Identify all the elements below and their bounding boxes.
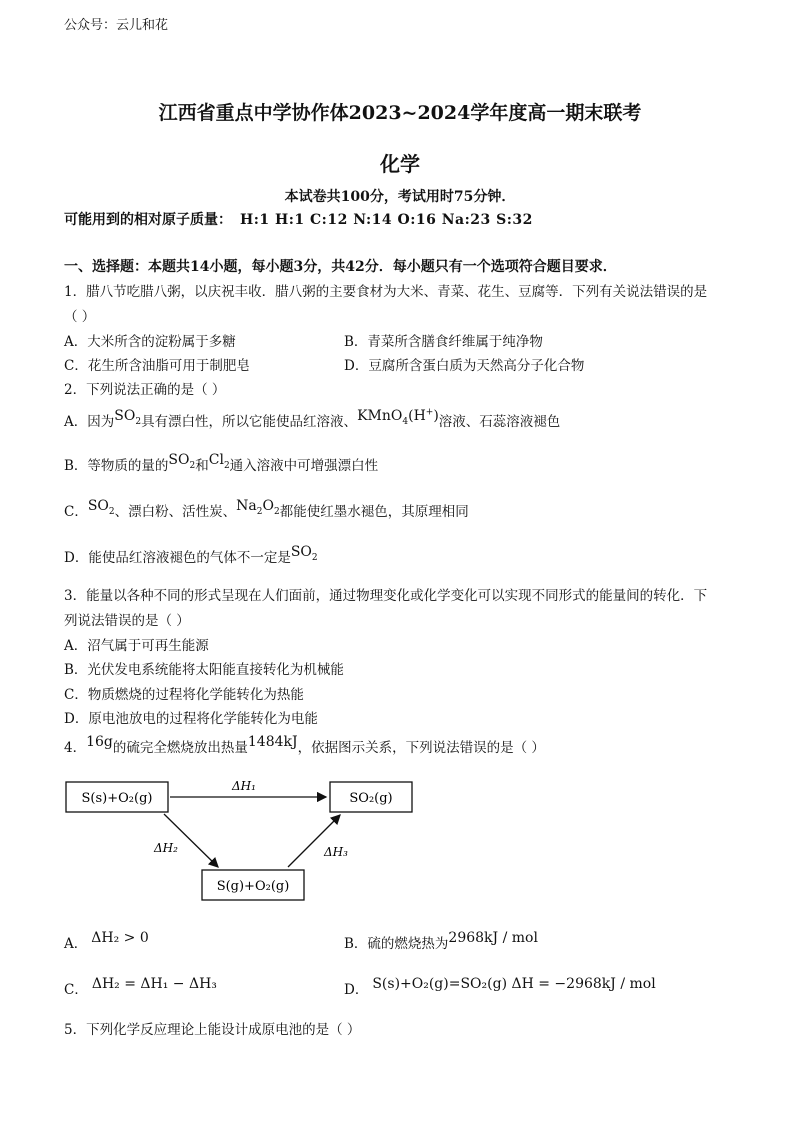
q4-stem: 4．16g的硫完全燃烧放出热量1484kJ，依据图示关系，下列说法错误的是（ ） <box>64 734 545 756</box>
atomic-label: 可能用到的相对原子质量： <box>64 212 232 228</box>
q4-option-c: C． ΔH₂ = ΔH₁ − ΔH₃ <box>64 976 217 998</box>
box-reactants-label: S(s)+O₂(g) <box>81 791 153 806</box>
q4-option-d: D． S(s)+O₂(g)=SO₂(g) ΔH = −2968kJ / mol <box>344 976 656 998</box>
q1-stem: 1．腊八节吃腊八粥，以庆祝丰收．腊八粥的主要食材为大米、青菜、花生、豆腐等．下列有关说法错误的是 <box>64 284 708 300</box>
label-dh1: ΔH₁ <box>232 779 256 793</box>
atomic-values: H:1 H:1 C:12 N:14 O:16 Na:23 S:32 <box>240 212 533 228</box>
exam-subject: 化学 <box>380 152 420 176</box>
q1-blank: （ ） <box>64 309 96 325</box>
q2-option-b: B．等物质的量的$SO_2$和$Cl_2$通入溶液中可增强漂白性 <box>64 452 379 474</box>
atomic-masses <box>64 209 533 229</box>
q1-option-a: A．大米所含的淀粉属于多糖 <box>64 334 236 350</box>
q3-stem-line2: 列说法错误的是（ ） <box>64 613 190 629</box>
q4-option-b: B．硫的燃烧热为2968kJ / mol <box>344 930 538 952</box>
exam-title: 江西省重点中学协作体2023~2024学年度高一期末联考 <box>158 102 642 124</box>
q1-option-b: B．青菜所含膳食纤维属于纯净物 <box>344 334 543 350</box>
q3-option-c: C．物质燃烧的过程将化学能转化为热能 <box>64 687 304 703</box>
q1-option-d: D．豆腐所含蛋白质为天然高分子化合物 <box>344 358 585 374</box>
q4-option-a: A． ΔH₂ > 0 <box>64 930 149 952</box>
arrow-dh3 <box>288 815 340 867</box>
q3-option-d: D．原电池放电的过程将化学能转化为电能 <box>64 711 318 727</box>
label-dh3: ΔH₃ <box>324 845 348 859</box>
watermark: 公众号：云儿和花 <box>64 18 169 33</box>
q2-stem: 2．下列说法正确的是（ ） <box>64 382 226 398</box>
q2-option-a: A．因为$SO_2$具有漂白性，所以它能使品红溶液、KMnO$_4$(H+)溶液、石蕊溶液褪色 <box>64 407 561 430</box>
q3-option-a: A．沼气属于可再生能源 <box>64 638 209 654</box>
q1-option-c: C．花生所含油脂可用于制肥皂 <box>64 358 250 374</box>
q2-option-c: C．$SO_2$、漂白粉、活性炭、$Na_2O_2$都能使红墨水褪色，其原理相同 <box>64 498 469 520</box>
q2-option-d: D．能使品红溶液褪色的气体不一定是$SO_2$ <box>64 544 318 566</box>
label-dh2: ΔH₂ <box>154 841 178 855</box>
q3-option-b: B．光伏发电系统能将太阳能直接转化为机械能 <box>64 662 344 678</box>
energy-cycle-diagram <box>64 770 444 910</box>
exam-info: 本试卷共100分，考试用时75分钟． <box>284 189 516 205</box>
q5-stem: 5．下列化学反应理论上能设计成原电池的是（ ） <box>64 1022 361 1038</box>
section-heading: 一、选择题：本题共14小题，每小题3分，共42分．每小题只有一个选项符合题目要求． <box>64 259 617 275</box>
q3-stem-line1: 3．能量以各种不同的形式呈现在人们面前，通过物理变化或化学变化可以实现不同形式的能量间的转化．下 <box>64 588 708 604</box>
box-product-label: SO₂(g) <box>349 791 393 806</box>
box-intermediate-label: S(g)+O₂(g) <box>216 879 290 894</box>
